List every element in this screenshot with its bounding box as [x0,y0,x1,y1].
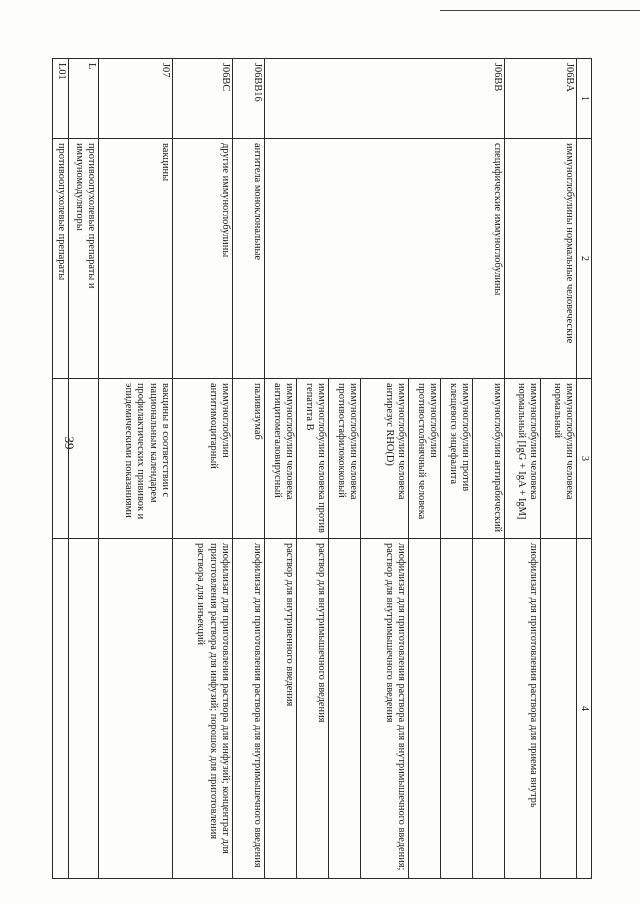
drug-table [52,58,592,879]
column-number-4: 4 [577,539,592,879]
dosage-form-cell [473,539,505,879]
drug-name-cell: иммуноглобулин противостолбнячный человека [409,379,441,539]
column-number-2: 2 [577,139,592,379]
group-name-cell: специфические иммуноглобулины [265,139,505,379]
dosage-form-cell [441,539,473,879]
drug-name-cell: иммуноглобулин человека против гепатита B [297,379,329,539]
table-row [99,59,173,879]
dosage-form-cell [409,539,441,879]
group-name-cell: противоопухолевые препараты [53,139,69,379]
dosage-form-cell: раствор для внутримышечного введения [297,539,329,879]
group-name-cell: иммуноглобулины нормальные человеческие [505,139,577,379]
dosage-form-cell: лиофилизат для приготовления раствора для внутримышечного введения [233,539,265,879]
table-row [53,59,69,879]
drug-name-cell: иммуноглобулин человека нормальный [541,379,577,539]
drug-name-cell: иммуноглобулин против клещевого энцефалита [441,379,473,539]
table-row [173,59,233,879]
dosage-form-cell: лиофилизат для приготовления раствора для внутримышечного введения; раствор для внутримышечного введения [361,539,409,879]
atc-code-cell: L01 [53,59,69,139]
drug-name-cell: иммуноглобулин антитимоцитарный [173,379,233,539]
table-row [69,59,99,879]
dosage-form-cell [99,539,173,879]
group-name-cell: противоопухолевые препараты и иммуномодуляторы [69,139,99,379]
drug-name-cell: иммуноглобулин человека антирезус RHO(D) [361,379,409,539]
dosage-form-cell: раствор для внутривенного введения [265,539,297,879]
dosage-form-cell: лиофилизат для приготовления раствора для приема внутрь [505,539,541,879]
table-row [233,59,265,879]
dosage-form-cell: лиофилизат для приготовления раствора для инфузий; концентрат для приготовления раствора для инфузий; порошок для приготовления раствора для инъекций [173,539,233,879]
atc-code-cell: J07 [99,59,173,139]
drug-name-cell: иммуноглобулин человека противостафилококковый [329,379,361,539]
atc-code-cell: J06BB [265,59,505,139]
dosage-form-cell [53,539,69,879]
table-row [473,59,505,879]
table-row [541,59,577,879]
drug-name-cell: иммуноглобулин антирабический [473,379,505,539]
table-header-row [577,59,592,879]
drug-name-cell: паливизумаб [233,379,265,539]
page-number: 39 [62,436,77,450]
drug-name-cell: иммуноглобулин человека антицитомегаловирусный [265,379,297,539]
column-number-1: 1 [577,59,592,139]
drug-name-cell: вакцины в соответствии с национальным календарем профилактических прививок и эпидемическими показаниями [99,379,173,539]
atc-code-cell: L [69,59,99,139]
group-name-cell: антитела моноклональные [233,139,265,379]
drug-name-cell: иммуноглобулин человека нормальный [IgG + IgA + IgM] [505,379,541,539]
atc-code-cell: J06BB16 [233,59,265,139]
dosage-form-cell [541,539,577,879]
group-name-cell: другие иммуноглобулины [173,139,233,379]
drug-name-cell [53,379,69,539]
atc-code-cell: J06BC [173,59,233,139]
corner-rule [440,10,640,11]
group-name-cell: вакцины [99,139,173,379]
column-number-3: 3 [577,379,592,539]
atc-code-cell: J06BA [505,59,577,139]
drug-name-cell [69,379,99,539]
dosage-form-cell [329,539,361,879]
dosage-form-cell [69,539,99,879]
